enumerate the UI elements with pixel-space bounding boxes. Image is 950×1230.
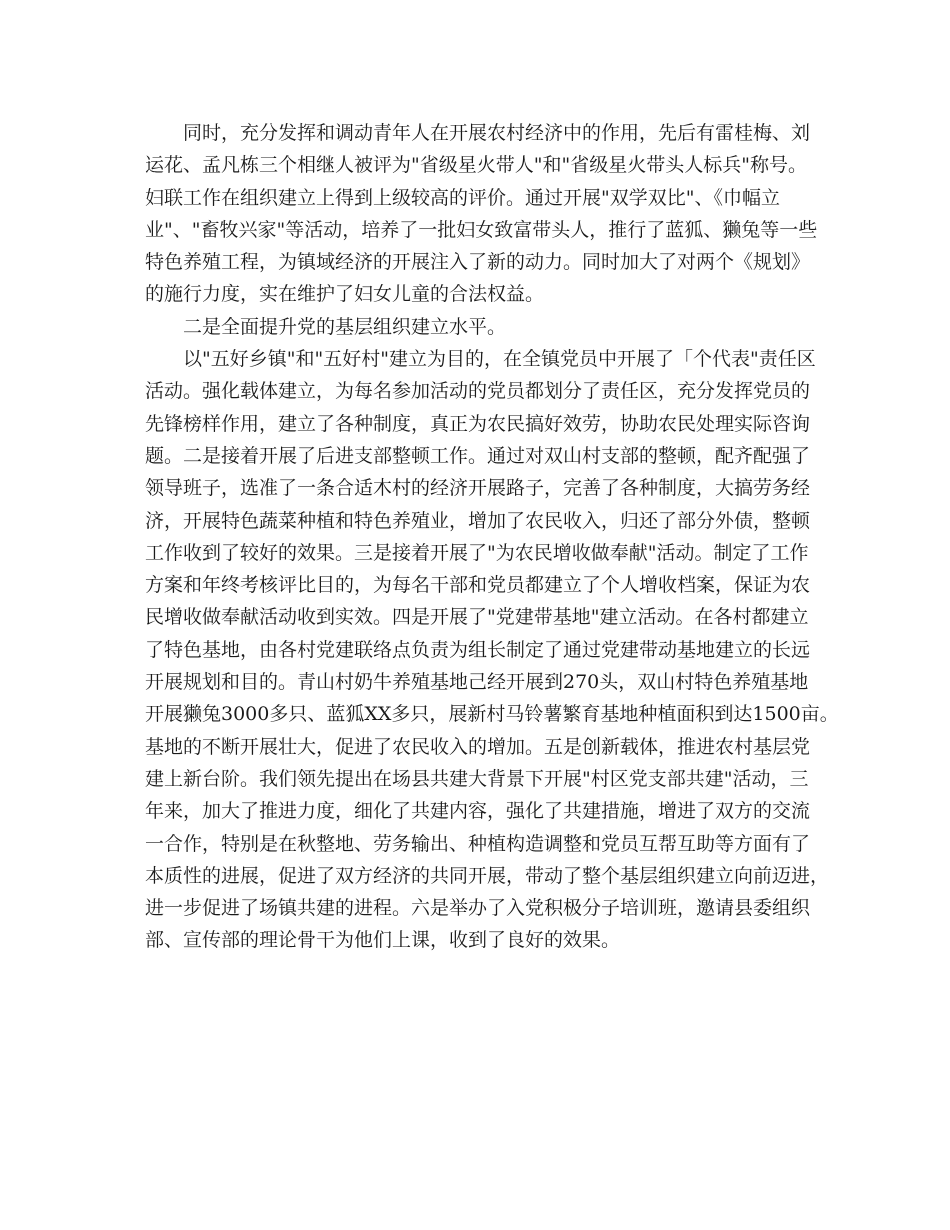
text-line: 工作收到了较好的效果。三是接着开展了"为农民增收做奉献"活动。制定了工作 [145, 541, 809, 564]
text-line: 题。二是接着开展了后进支部整顿工作。通过对双山村支部的整顿，配齐配强了 [145, 444, 811, 467]
text-line: 年来，加大了推进力度，细化了共建内容，强化了共建措施，增进了双方的交流 [145, 800, 811, 823]
text-line: 领导班子，选准了一条合适木村的经济开展路子，完善了各种制度，大搞劳务经 [145, 477, 811, 500]
text-line: 了特色基地，由各村党建联络点负责为组长制定了通过党建带动基地建立的长远 [145, 638, 811, 661]
text-line: 一合作，特别是在秋整地、劳务输出、种植构造调整和党员互帮互助等方面有了 [145, 832, 811, 855]
text-line: 运花、孟凡栋三个相继人被评为"省级星火带人"和"省级星火带头人标兵"称号。 [145, 154, 807, 177]
text-line: 济，开展特色蔬菜种植和特色养殖业，增加了农民收入，归还了部分外债，整顿 [145, 509, 811, 532]
text-line: 部、宣传部的理论骨干为他们上课，收到了良好的效果。 [145, 929, 621, 952]
text-line: 的施行力度，实在维护了妇女儿童的合法权益。 [145, 283, 545, 306]
text-line: 方案和年终考核评比目的，为每名干部和党员都建立了个人增收档案，保证为农 [145, 574, 811, 597]
text-line: 二是全面提升党的基层组织建立水平。 [183, 315, 507, 338]
text-line: 开展獭兔3000多只、蓝狐XX多只，展新村马铃薯繁育基地种植面积到达1500亩。 [145, 703, 839, 726]
text-line: 以"五好乡镇"和"五好村"建立为目的，在全镇党员中开展了「个代表"责任区 [183, 348, 816, 371]
text-line: 民增收做奉献活动收到实效。四是开展了"党建带基地"建立活动。在各村都建立 [145, 606, 809, 629]
text-line: 业"、"畜牧兴家"等活动，培养了一批妇女致富带头人，推行了蓝狐、獭兔等一些 [145, 218, 818, 241]
text-line: 活动。强化载体建立，为每名参加活动的党员都划分了责任区，充分发挥党员的 [145, 380, 811, 403]
text-line: 妇联工作在组织建立上得到上级较高的评价。通过开展"双学双比"、《巾幅立 [145, 186, 780, 209]
text-line: 同时，充分发挥和调动青年人在开展农村经济中的作用，先后有雷桂梅、刘 [183, 122, 811, 144]
text-line: 本质性的进展，促进了双方经济的共同开展，带动了整个基层组织建立向前迈进， [145, 864, 830, 887]
document-body [145, 117, 839, 957]
text-line: 基地的不断开展壮大，促进了农民收入的增加。五是创新载体，推进农村基层党 [145, 735, 811, 758]
text-line: 特色养殖工程，为镇域经济的开展注入了新的动力。同时加大了对两个《规划》 [145, 251, 811, 274]
text-line: 先锋榜样作用，建立了各种制度，真正为农民搞好效劳，协助农民处理实际咨询 [145, 412, 811, 435]
text-line: 进一步促进了场镇共建的进程。六是举办了入党积极分子培训班，邀请县委组织 [145, 897, 811, 920]
text-line: 开展规划和目的。青山村奶牛养殖基地己经开展到270头，双山村特色养殖基地 [145, 671, 809, 694]
text-line: 建上新台阶。我们领先提出在场县共建大背景下开展"村区党支部共建"活动，三 [145, 767, 809, 790]
